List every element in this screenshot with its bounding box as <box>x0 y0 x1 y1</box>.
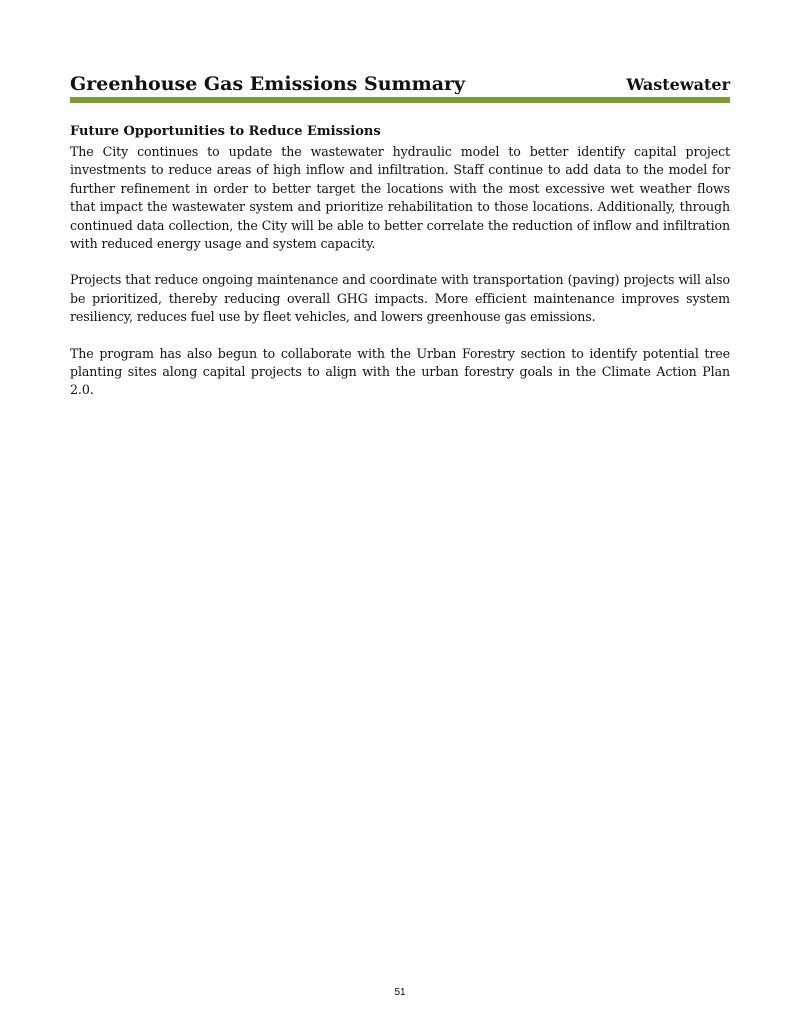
paragraph: The program has also begun to collaborate with the Urban Forestry section to identify potential tree planting sites along capital projects to align with the urban forestry goals in the Climate Action Plan 2.0. <box>70 345 730 398</box>
header-divider <box>70 97 730 103</box>
paragraph: Projects that reduce ongoing maintenance and coordinate with transportation (paving) projects will also be prioritized, thereby reducing overall GHG impacts. More efficient maintenance improves system resiliency, reduces fuel use by fleet vehicles, and lowers greenhouse gas emissions. <box>70 272 730 325</box>
section-heading: Future Opportunities to Reduce Emissions <box>70 124 381 139</box>
section-label: Wastewater <box>626 75 730 94</box>
main-content <box>70 123 730 418</box>
paragraph: The City continues to update the wastewater hydraulic model to better identify capital project investments to reduce areas of high inflow and infiltration. Staff continue to add data to the model for further refinement in order to better target the locations with the most excessive wet weather flows that impact the wastewater system and prioritize rehabilitation to those locations. Additionally, through continued data collection, the City will be able to better correlate the reduction of inflow and infiltration with reduced energy usage and system capacity. <box>70 144 730 252</box>
document-title: Greenhouse Gas Emissions Summary <box>70 73 466 95</box>
page-number: 51 <box>394 987 406 998</box>
page-header <box>70 70 730 98</box>
